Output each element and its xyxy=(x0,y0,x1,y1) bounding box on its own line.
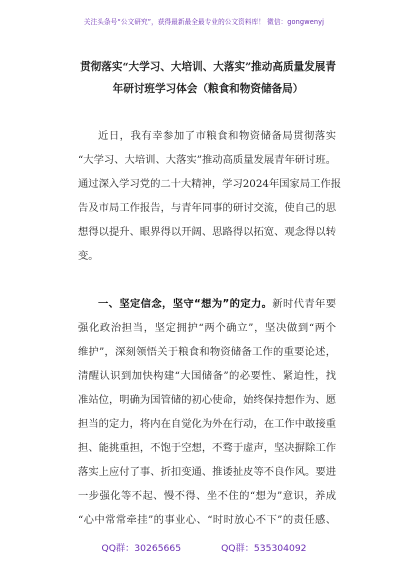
section-1-heading: 一、坚定信念，坚守“想为”的定力。 xyxy=(98,298,273,310)
section-1-line: 维护”，深刻领悟关于粮食和物资储备工作的重要论述， xyxy=(78,346,336,358)
paragraph-1-line: 近日，我有幸参加了市粮食和物资储备局贯彻落实 xyxy=(98,130,336,142)
top-banner: 关注头条号“公文研究”，获得最新最全最专业的公文资料库！ 微信：gongwenyj xyxy=(83,18,325,26)
paragraph-1-line: 变。 xyxy=(78,250,99,262)
section-1-first-line xyxy=(98,298,336,310)
paragraph-1-line: 想得以提升、眼界得以开阔、思路得以拓宽、观念得以转 xyxy=(78,226,336,238)
document-title-line-2: 年研讨班学习体会（粮食和物资储备局） xyxy=(112,83,304,95)
paragraph-1-line: 告及市局工作报告，与青年同事的研讨交流，使自己的思 xyxy=(78,202,336,214)
section-1-line: 一步强化等不起、慢不得、坐不住的“想为”意识，养成 xyxy=(78,490,336,502)
section-1-line: 准站位，明确为国管储的初心使命，始终保持想作为、愿 xyxy=(78,394,336,406)
section-1-line: 担、能挑重担，不饱于空想，不骛于虚声，坚决摒除工作 xyxy=(78,442,336,454)
section-1-line: 担当的定力，将内在自觉化为外在行动，在工作中敢接重 xyxy=(78,418,336,430)
footer-qq-group-2: QQ群：535304092 xyxy=(221,543,307,554)
paragraph-1-line: “大学习、大培训、大落实”推动高质量发展青年研讨班。 xyxy=(78,154,336,166)
section-1-line: 强化政治担当，坚定拥护“两个确立”，坚决做到“两个 xyxy=(78,322,336,334)
document-title-line-1: 贯彻落实“大学习、大培训、大落实”推动高质量发展青 xyxy=(80,61,336,73)
section-1-line: 清醒认识到加快构建“大国储备”的必要性、紧迫性，找 xyxy=(78,370,336,382)
section-1-first-line-tail: 新时代青年要 xyxy=(272,298,336,310)
section-1-line: 落实上应付了事、折扣变通、推诿扯皮等不良作风。要进 xyxy=(78,466,336,478)
footer-qq-groups xyxy=(0,540,408,554)
section-1-line: “心中常常牵挂”的事业心、“时时放心不下”的责任感、 xyxy=(78,514,336,526)
paragraph-1-line: 通过深入学习党的二十大精神，学习2024年国家局工作报 xyxy=(78,178,342,190)
footer-qq-group-1: QQ群：30265665 xyxy=(101,543,182,554)
